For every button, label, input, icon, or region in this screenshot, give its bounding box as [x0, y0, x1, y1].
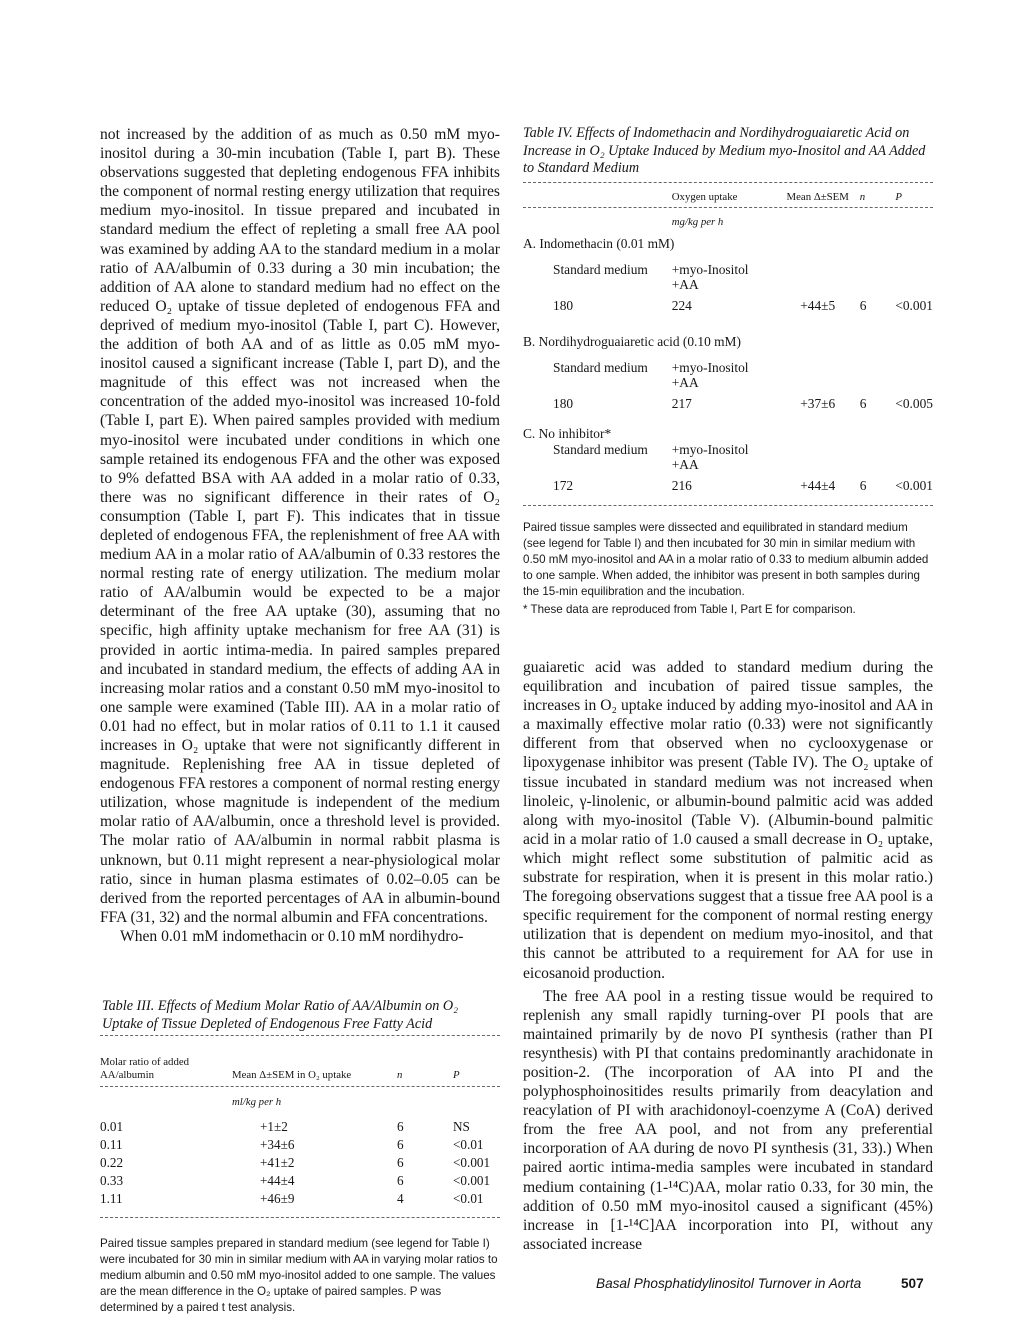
table-row	[523, 472, 933, 493]
table-cell: 6	[859, 298, 867, 313]
table-cell: +AA	[671, 277, 699, 292]
table-iv-title: Table IV. Effects of Indomethacin and Nordihydroguaiaretic Acid on Increase in O₂ Uptake Induced by Medium myo-Inositol and AA Added to Standard Medium	[523, 125, 926, 176]
table-cell: +37±6	[800, 396, 836, 411]
table-cell: <0.001	[895, 478, 933, 493]
body-paragraph: guaiaretic acid was added to standard medium during the equilibration and incubation of paired tissue samples, the increases in O₂ uptake induced by adding myo-inositol and AA in a maximally effective molar ratio (0.33) were not significantly different from that observed when no cyclooxygenase or lipoxygenase inhibitor was present (Table IV). The O₂ uptake of tissue incubated in standard medium was not increased when linoleic, γ-linolenic, or albumin-bound palmitic acid was added along with myo-inositol (Table V). (Albumin-bound palmitic acid in a molar ratio of 1.0 caused a small decrease in O₂ uptake, which might reflect some substitution of palmitic acid as substrate for respiration, when it is present in this molar ratio.) The foregoing observations suggest that a tissue free AA pool is a specific requirement for the component of normal resting energy utilization that is dependent on medium myo-inositol, and that this cannot be attributed to a requirement for AA for use in eicosanoid production.	[523, 659, 933, 982]
table-cell: 224	[671, 298, 692, 313]
table-iv-footnote: Paired tissue samples were dissected and equilibrated in standard medium (see legend for Table I) and then incubated for 30 min in similar medium with 0.50 mM myo-inositol and AA in a molar ratio of 0.33 to medium albumin added to one sample. When added, the inhibitor was present in both samples during the 15-min equilibration and the incubation.	[523, 521, 929, 598]
table-header-cell: Mean Δ±SEM in O₂ uptake	[232, 1068, 352, 1081]
running-title: Basal Phosphatidylinositol Turnover in Aorta	[596, 1276, 862, 1291]
table-header-cell: Molar ratio of added AA/albumin	[100, 1056, 190, 1081]
table-cell: +41±2	[260, 1155, 295, 1171]
table-row	[100, 1119, 500, 1137]
table-header-cell: Mean Δ±SEM	[786, 190, 849, 203]
table-cell: 6	[397, 1119, 404, 1135]
table-cell: +AA	[671, 375, 699, 390]
table-cell: 4	[397, 1191, 404, 1207]
table-cell: +1±2	[260, 1119, 288, 1135]
table-cell: Standard medium	[553, 360, 648, 375]
table-cell: +34±6	[260, 1137, 295, 1153]
table-cell: +AA	[671, 457, 699, 472]
table-iv	[523, 125, 933, 618]
right-column	[523, 125, 933, 1254]
body-paragraph: The free AA pool in a resting tissue would be required to replenish any small rapidly turning-over PI pools that are maintained primarily by de novo PI synthesis (rather than PI resynthesis) with PI that contains predominantly arachidonate in position-2. (The incorporation of AA into PI and the polyphosphoinositides results primarily from deacylation and reacylation of PI with arachidonoyl-coenzyme A (CoA) derived from the free AA pool, and not from any preferential incorporation of AA during de novo PI synthesis (31, 33).) When paired aortic intima-media samples were incubated in standard medium containing (1-¹⁴C)AA, molar ratio 0.33, for 30 min, the addition of 0.50 mM myo-inositol caused a significant (45%) increase in [1-¹⁴C]AA incorporation into PI, without any associated increase	[523, 987, 933, 1253]
table-cell: <0.005	[895, 396, 933, 411]
table-cell: 6	[859, 478, 867, 493]
table-cell: 6	[397, 1173, 404, 1189]
body-paragraph: When 0.01 mM indomethacin or 0.10 mM nordihydro-	[120, 927, 464, 945]
table-cell: +46±9	[260, 1191, 295, 1207]
table-section-label: C. No inhibitor*	[523, 426, 612, 441]
table-cell: 1.11	[100, 1191, 123, 1207]
table-cell: <0.01	[453, 1137, 484, 1153]
table-cell: +44±5	[800, 298, 836, 313]
table-cell: 0.22	[100, 1155, 124, 1171]
page-number: 507	[901, 1276, 924, 1291]
table-cell: 6	[397, 1137, 404, 1153]
table-rule	[523, 505, 933, 506]
table-cell: +44±4	[260, 1173, 295, 1189]
table-cell: 6	[859, 396, 867, 411]
table-cell: 172	[553, 478, 574, 493]
table-row	[100, 1137, 500, 1155]
table-cell: 180	[553, 396, 574, 411]
table-section-label: A. Indomethacin (0.01 mM)	[523, 236, 675, 251]
table-unit: mg/kg per h	[671, 216, 724, 228]
table-row	[523, 390, 933, 421]
table-cell: 0.01	[100, 1119, 124, 1135]
table-cell: <0.001	[453, 1155, 491, 1171]
table-row	[100, 1191, 500, 1209]
table-row	[100, 1173, 500, 1191]
table-cell: +myo-Inositol	[671, 262, 749, 277]
table-cell: +myo-Inositol	[671, 360, 749, 375]
body-paragraph: not increased by the addition of as much as 0.50 mM myo-inositol during a 30-min incubation (Table I, part B). These observations suggested that depleting endogenous FFA inhibits the component of normal resting energy utilization that requires medium myo-inositol. In tissue prepared and incubated in standard medium the effect of repleting a small free AA pool was examined by adding AA to the standard medium in a molar ratio of AA/albumin of 0.33 during a 30 min incubation; the addition of AA alone to standard medium had no effect on the reduced O₂ uptake of tissue depleted of endogenous FFA and deprived of medium myo-inositol (Table I, part C). However, the addition of both AA and of as little as 0.05 mM myo-inositol caused a significant increase (Table I, part D), and the magnitude of this effect was not increased when the concentration of the added myo-inositol was increased 10-fold (Table I, part E). When paired samples provided with medium myo-inositol were incubated under conditions in which one sample retained its endogenous FFA and the other was exposed to 9% defatted BSA with AA added in a molar ratio of 0.33, there was no significant difference in their rates of O₂ consumption (Table I, part F). This indicates that in tissue depleted of endogenous FFA, the replenishment of free AA with medium AA in a molar ratio of AA/albumin of 0.33 restores the normal resting rate of energy utilization. The medium molar ratio of AA/albumin would be expected to be a major determinant of the free AA uptake (30), assuming that no specific, high affinity uptake mechanism for free AA (31) is provided in aortic intima-media. In paired samples prepared and incubated in standard medium, the effects of adding AA in increasing molar ratios and a constant 0.50 mM myo-inositol to one sample were examined (Table III). AA in a molar ratio of 0.01 had no effect, but in molar ratios of 0.11 to 1.1 it caused increases in O₂ uptake that were not significantly different in magnitude. Replenishing free AA in tissue depleted of endogenous FFA restores a component of normal resting energy utilization, whose magnitude is independent of the medium molar ratio of AA/albumin, once a threshold level is provided. The molar ratio of AA/albumin in normal rabbit plasma is unknown, but 0.11 might represent a near-physiological molar ratio, since in human plasma estimates of 0.02–0.05 can be derived from the reported percentages of AA in albumin-bound FFA (31, 32) and the normal albumin and FFA concentrations.	[100, 126, 500, 926]
table-cell: 180	[553, 298, 574, 313]
table-section-label: B. Nordihydroguaiaretic acid (0.10 mM)	[523, 334, 741, 349]
table-cell: 217	[671, 396, 692, 411]
table-header-cell: Oxygen uptake	[671, 190, 738, 203]
table-cell: +myo-Inositol	[671, 442, 749, 457]
table-cell: 6	[397, 1155, 404, 1171]
table-header-cell: P	[453, 1068, 460, 1081]
table-iii-grid	[100, 1056, 500, 1218]
table-cell: <0.001	[895, 298, 933, 313]
table-row	[523, 292, 933, 327]
table-unit: ml/kg per h	[232, 1096, 282, 1109]
table-cell: <0.01	[453, 1191, 484, 1207]
table-iii-footnote: Paired tissue samples prepared in standard medium (see legend for Table I) were incubated for 30 min in similar medium with AA in varying molar ratios to medium albumin and 0.50 mM myo-inositol added to one sample. The values are the mean difference in the O₂ uptake of paired samples. P was determined by a paired t test analysis.	[100, 1237, 498, 1315]
table-iv-grid	[523, 187, 933, 507]
table-cell: 0.33	[100, 1173, 124, 1189]
table-iii-title: Table III. Effects of Medium Molar Ratio of AA/Albumin on O₂ Uptake of Tissue Depleted of Endogenous Free Fatty Acid	[102, 998, 459, 1032]
table-rule	[100, 1217, 500, 1218]
table-rule	[100, 1035, 500, 1036]
table-cell: +44±4	[800, 478, 836, 493]
table-iv-footnote-asterisk: * These data are reproduced from Table I, Part E for comparison.	[523, 603, 856, 616]
table-cell: 0.11	[100, 1137, 123, 1153]
table-header-cell: n	[859, 190, 866, 203]
table-rule	[523, 182, 933, 183]
table-header-cell: P	[895, 190, 902, 203]
left-column	[100, 125, 500, 1316]
table-cell: Standard medium	[553, 442, 648, 457]
table-iii	[100, 998, 500, 1316]
table-row	[100, 1155, 500, 1173]
table-cell: 216	[671, 478, 692, 493]
table-header-cell: n	[397, 1068, 403, 1081]
table-cell: Standard medium	[553, 262, 648, 277]
table-cell: NS	[453, 1119, 470, 1135]
table-cell: <0.001	[453, 1173, 491, 1189]
